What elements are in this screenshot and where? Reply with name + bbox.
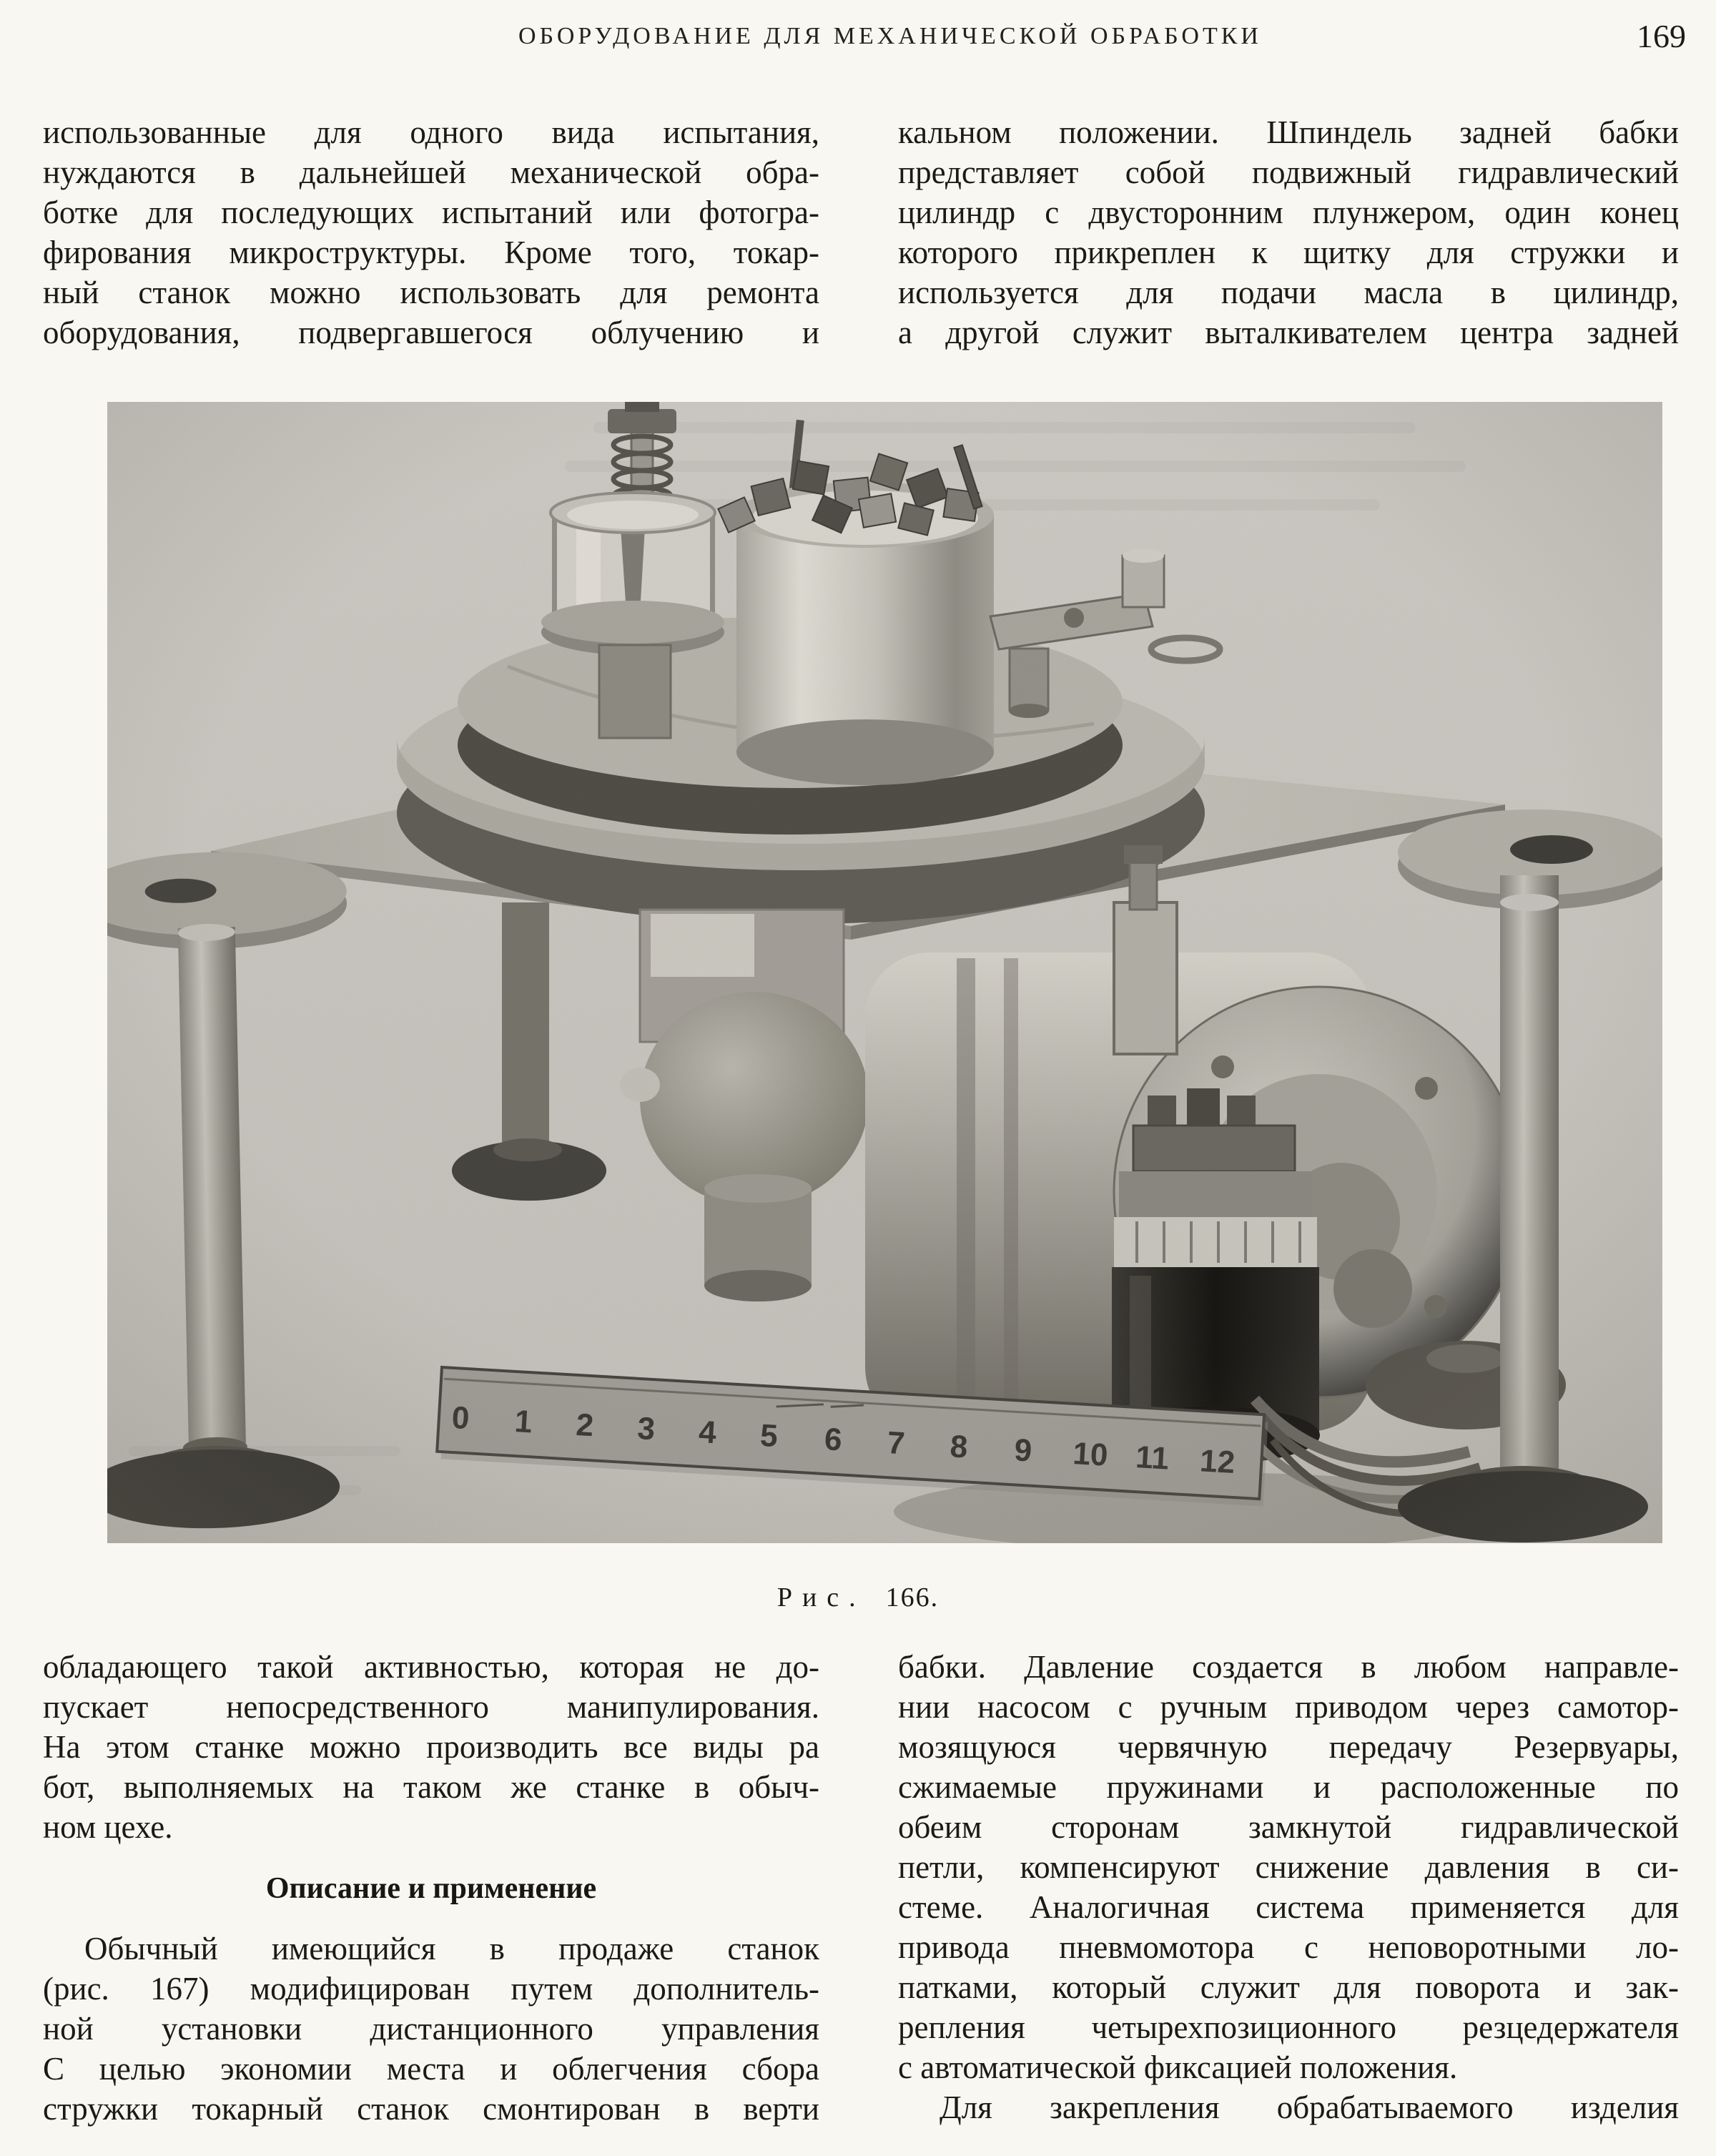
figure-caption-number: 166. (885, 1582, 940, 1613)
text-line: используется для подачи масла в цилиндр, (898, 275, 1679, 310)
page-title: ОБОРУДОВАНИЕ ДЛЯ МЕХАНИЧЕСКОЙ ОБРАБОТКИ (518, 23, 1262, 49)
text-line: бабки. Давление создается в любом направле- (898, 1649, 1679, 1685)
text-line: мозящуюся червячную передачу Резервуары, (898, 1729, 1679, 1765)
text-line: стеме. Аналогичная система применяется для (898, 1889, 1679, 1925)
text-line: На этом станке можно производить все виды ра (43, 1729, 819, 1765)
text-line: с автоматической фиксацией положения. (898, 2049, 1458, 2085)
text-line: ный станок можно использовать для ремонта (43, 275, 819, 310)
text-line: обеим сторонам замкнутой гидравлической (898, 1809, 1679, 1845)
text-line: нуждаются в дальнейшей механической обра- (43, 154, 819, 190)
text-line: патками, который служит для поворота и зак- (898, 1969, 1679, 2005)
text-line: использованные для одного вида испытания, (43, 114, 819, 150)
figure-photo (107, 402, 1662, 1543)
text-line: Обычный имеющийся в продаже станок (84, 1931, 819, 1967)
text-line: ботке для последующих испытаний или фотогра- (43, 195, 819, 230)
page-number: 169 (1637, 18, 1686, 54)
text-line: бот, выполняемых на таком же станке в обыч- (43, 1769, 819, 1805)
bottom-text-block (43, 1647, 1679, 2129)
figure-caption (0, 1582, 1716, 1613)
running-head (0, 17, 1716, 60)
text-line: петли, компенсируют снижение давления в си- (898, 1849, 1679, 1885)
top-left-column (43, 112, 819, 353)
text-line: привода пневмомотора с неповоротными ло- (898, 1929, 1679, 1965)
text-line: оборудования, подвергавшегося облучению и (43, 315, 819, 350)
top-text-block (43, 112, 1679, 353)
photo-grain (107, 402, 1662, 1543)
text-line: (рис. 167) модифицирован путем дополнитель- (43, 1971, 819, 2007)
text-line: С целью экономии места и облегчения сбора (43, 2051, 819, 2087)
bottom-right-column (898, 1647, 1679, 2129)
text-line: ном цехе. (43, 1809, 173, 1845)
text-line: сжимаемые пружинами и расположенные по (898, 1769, 1679, 1805)
text-line: стружки токарный станок смонтирован в верти (43, 2091, 819, 2127)
machine-illustration (107, 402, 1662, 1543)
text-line: ной установки дистанционного управления (43, 2011, 819, 2047)
text-line: пускает непосредственного манипулирования. (43, 1689, 819, 1725)
text-line: представляет собой подвижный гидравлический (898, 154, 1679, 190)
text-line: фирования микроструктуры. Кроме того, токар- (43, 235, 819, 270)
text-line: нии насосом с ручным приводом через самотор- (898, 1689, 1679, 1725)
bottom-left-column (43, 1647, 819, 2129)
text-line: Для закрепления обрабатываемого изделия (940, 2089, 1679, 2125)
text-line: кальном положении. Шпиндель задней бабки (898, 114, 1679, 150)
text-line: репления четырехпозиционного резцедержателя (898, 2009, 1679, 2045)
figure-caption-label: Рис. (776, 1582, 866, 1613)
top-right-column (898, 112, 1679, 353)
text-line: а другой служит выталкивателем центра задней (898, 315, 1679, 350)
text-line: цилиндр с двусторонним плунжером, один конец (898, 195, 1679, 230)
text-line: обладающего такой активностью, которая не до- (43, 1649, 819, 1685)
section-heading: Описание и применение (265, 1872, 597, 1905)
text-line: которого прикреплен к щитку для стружки и (898, 235, 1679, 270)
